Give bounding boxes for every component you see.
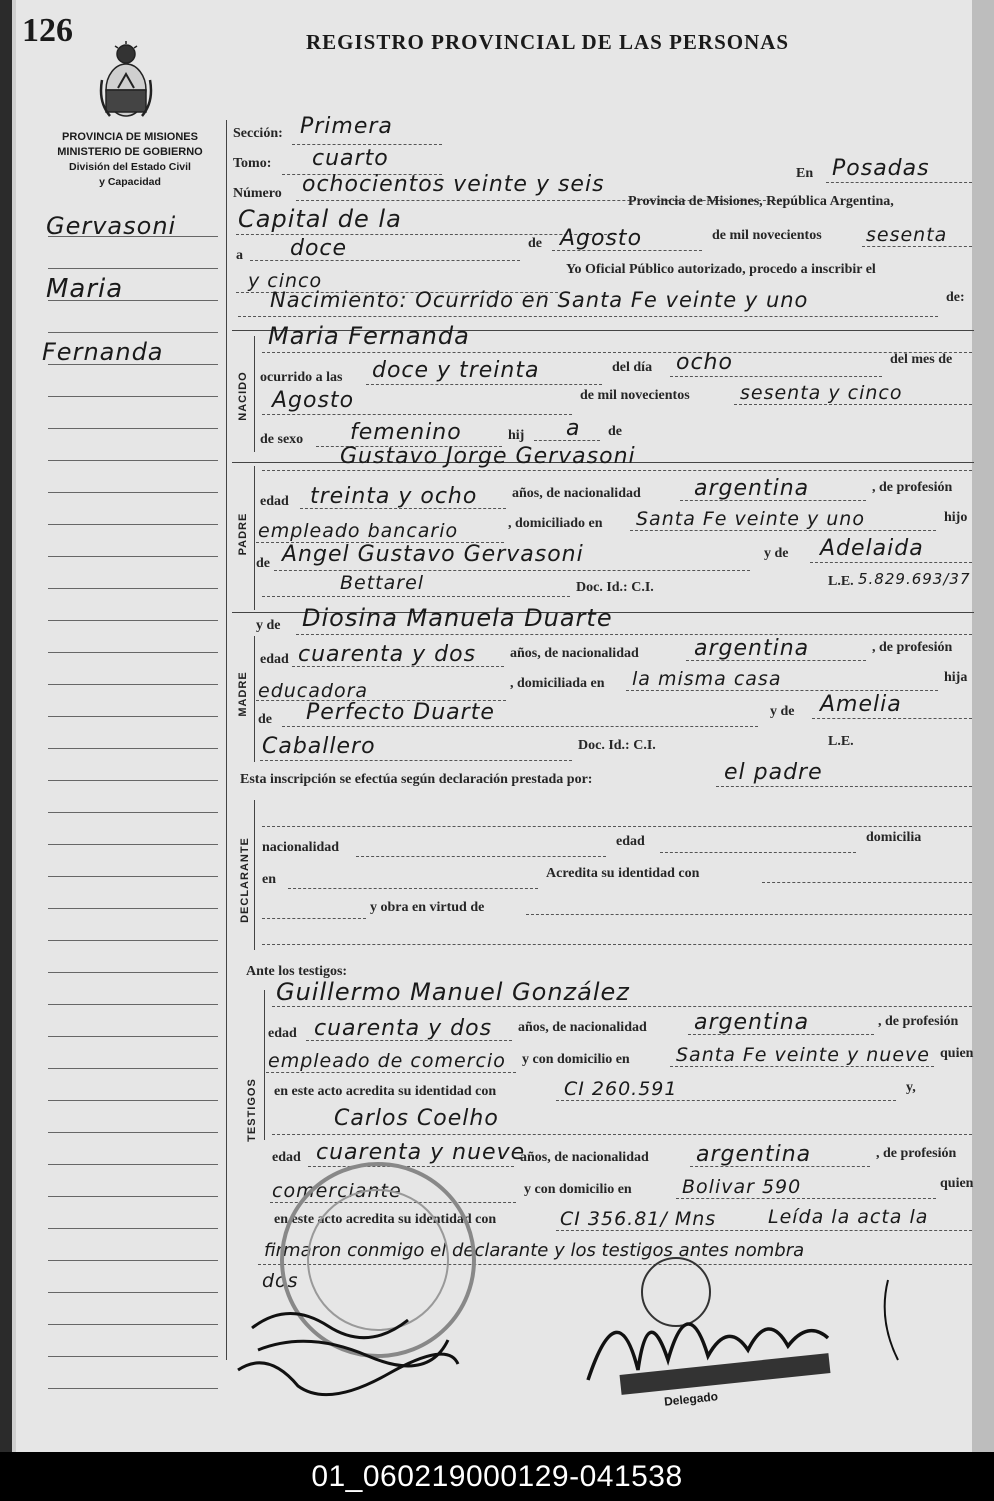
nacido-de-label: de <box>608 424 622 439</box>
padre-madre-de: Adelaida <box>820 536 924 561</box>
rule <box>688 1034 874 1035</box>
binding-edge-highlight <box>12 0 16 1452</box>
madre-nac-value: argentina <box>694 636 810 661</box>
declarante-en-label: en <box>262 872 276 887</box>
madre-y-de-label: y de <box>256 618 281 633</box>
padre-prof-value: empleado bancario <box>258 520 459 542</box>
rule <box>810 562 972 563</box>
margin-surname: Gervasoni <box>46 212 177 240</box>
rule <box>366 384 602 385</box>
mes-label: del mes de <box>890 352 953 367</box>
seccion-label: Sección: <box>233 126 283 141</box>
madre-le-label: L.E. <box>828 734 854 749</box>
margin-rule <box>48 236 218 237</box>
tomo-value: cuarto <box>312 146 389 171</box>
testigo1-nac-label: años, de nacionalidad <box>518 1020 647 1035</box>
numero-value: ochocientos veinte y seis <box>302 172 605 197</box>
rule <box>262 918 366 919</box>
rule <box>534 440 600 441</box>
testigo1-dom-value: Santa Fe veinte y nueve <box>676 1044 930 1066</box>
rule <box>262 596 570 597</box>
column-divider <box>226 120 227 1360</box>
yo-text: Yo Oficial Público autorizado, procedo a inscribir el <box>566 262 876 277</box>
margin-rule <box>48 748 218 749</box>
nacido-mil-label: de mil novecientos <box>580 388 690 403</box>
madre-dom-label: , domiciliada en <box>510 676 605 691</box>
rule <box>630 530 936 531</box>
declaracion-value: el padre <box>724 760 823 785</box>
testigo2-prof-value: comerciante <box>272 1180 402 1202</box>
mil-text: de mil novecientos <box>712 228 822 243</box>
firma-end: dos <box>262 1270 299 1292</box>
authority-block <box>42 130 218 190</box>
rule <box>296 634 972 635</box>
section-bracket <box>254 466 255 610</box>
margin-rule <box>48 300 218 301</box>
madre-dom-value: la misma casa <box>632 668 782 690</box>
testigos-label: TESTIGOS <box>246 1078 258 1142</box>
testigo1-edad-label: edad <box>268 1026 297 1041</box>
margin-rule <box>48 844 218 845</box>
a-label: a <box>236 248 243 263</box>
anio-value-1: sesenta <box>866 224 948 246</box>
rule <box>262 352 972 353</box>
margin-rule <box>48 1196 218 1197</box>
margin-rule <box>48 876 218 877</box>
testigo1-prof-value: empleado de comercio <box>268 1050 506 1072</box>
testigo1-nac-value: argentina <box>694 1010 810 1035</box>
stamp-text: Delegado <box>663 1389 719 1409</box>
rule <box>238 316 938 317</box>
file-id-caption: 01_060219000129-041538 <box>0 1452 994 1501</box>
rule <box>262 470 972 471</box>
rule <box>826 182 972 183</box>
padre-nac-value: argentina <box>694 476 810 501</box>
padre-prof-label: , de profesión <box>872 480 953 495</box>
madre-madre-de-2: Caballero <box>262 734 376 759</box>
margin-rule <box>48 1388 218 1389</box>
margin-rule <box>48 556 218 557</box>
acto-value: Nacimiento: Ocurrido en Santa Fe veinte y uno <box>270 288 809 312</box>
madre-y-de-label-2: y de <box>770 704 795 719</box>
declarante-edad-label: edad <box>616 834 645 849</box>
binding-edge <box>0 0 12 1452</box>
section-bracket <box>254 636 255 762</box>
padre-de-label: de <box>256 556 270 571</box>
testigo2-nac-label: años, de nacionalidad <box>520 1150 649 1165</box>
rule <box>300 508 506 509</box>
hora-value: doce y treinta <box>372 358 540 383</box>
margin-rule <box>48 1324 218 1325</box>
margin-rule <box>48 1068 218 1069</box>
margin-rule <box>48 428 218 429</box>
hij-label: hij <box>508 428 525 443</box>
rule <box>288 888 538 889</box>
de-end: de: <box>946 290 965 305</box>
provincia-text: Provincia de Misiones, República Argentina, <box>628 194 894 209</box>
testigo1-id-value: CI 260.591 <box>564 1078 678 1100</box>
madre-padre-de: Perfecto Duarte <box>306 700 495 725</box>
nacido-anio-value: sesenta y cinco <box>740 382 903 404</box>
nacido-label: NACIDO <box>237 371 249 421</box>
rule <box>356 856 606 857</box>
margin-rule <box>48 940 218 941</box>
margin-first-name: Maria <box>46 274 124 304</box>
authority-province: PROVINCIA DE MISIONES <box>62 131 198 143</box>
rule <box>260 760 572 761</box>
seccion-value: Primera <box>300 114 393 139</box>
rule <box>262 826 972 827</box>
rule <box>250 260 520 261</box>
margin-rule <box>48 812 218 813</box>
margin-rule <box>48 396 218 397</box>
declarante-virtud-label: y obra en virtud de <box>370 900 485 915</box>
madre-de-label: de <box>258 712 272 727</box>
padre-doc-label: Doc. Id.: C.I. <box>576 580 654 595</box>
margin-rule <box>48 1036 218 1037</box>
rule <box>262 414 572 415</box>
padre-edad-label: edad <box>260 494 289 509</box>
margin-rule <box>48 908 218 909</box>
margin-rule <box>48 524 218 525</box>
ocurrido-label: ocurrido a las <box>260 370 343 385</box>
margin-rule <box>48 268 218 269</box>
hij-value: a <box>566 416 581 441</box>
section-bracket <box>254 800 255 950</box>
padre-le-label: L.E. <box>828 574 854 589</box>
numero-label: Número <box>233 186 282 201</box>
leida-value: Leída la acta la <box>768 1206 929 1228</box>
testigo1-dom-label: y con domicilio en <box>522 1052 630 1067</box>
margin-rule <box>48 684 218 685</box>
rule <box>734 404 972 405</box>
padre-dom-label: , domiciliado en <box>508 516 603 531</box>
testigo2-dom-label: y con domicilio en <box>524 1182 632 1197</box>
margin-rule <box>48 972 218 973</box>
capital-value: Capital de la <box>238 205 402 233</box>
madre-prof-value: educadora <box>258 680 369 702</box>
testigo2-prof-label: , de profesión <box>876 1146 957 1161</box>
page-number: 126 <box>22 12 73 49</box>
rule <box>272 1006 972 1007</box>
margin-rule <box>48 1260 218 1261</box>
dia-label: del día <box>612 360 653 375</box>
margin-rule <box>48 780 218 781</box>
dia-value: ocho <box>676 350 733 375</box>
firma-text: firmaron conmigo el declarante y los testigos antes nombra <box>264 1240 805 1261</box>
rule <box>266 1072 516 1073</box>
margin-rule <box>48 1292 218 1293</box>
anio-value-2: y cinco <box>248 270 323 292</box>
madre-nac-label: años, de nacionalidad <box>510 646 639 661</box>
rule <box>556 1100 896 1101</box>
padre-nombre: Gustavo Jorge Gervasoni <box>340 444 636 469</box>
testigo1-prof-label: , de profesión <box>878 1014 959 1029</box>
sexo-label: de sexo <box>260 432 304 447</box>
testigo1-quien-label: quien <box>940 1046 974 1061</box>
madre-nombre: Diosina Manuela Duarte <box>302 604 613 632</box>
madre-hija-label: hija <box>944 670 968 685</box>
margin-rule <box>48 716 218 717</box>
rule <box>552 250 702 251</box>
testigo1-y-label: y, <box>906 1080 916 1095</box>
padre-hijo-label: hijo <box>944 510 968 525</box>
page-title: REGISTRO PROVINCIAL DE LAS PERSONAS <box>306 30 790 54</box>
mes-value: Agosto <box>560 226 643 251</box>
madre-madre-de: Amelia <box>820 692 902 717</box>
rule <box>306 1040 512 1041</box>
rule <box>716 786 972 787</box>
margin-rule <box>48 460 218 461</box>
right-edge <box>972 0 994 1452</box>
margin-rule <box>48 1356 218 1357</box>
madre-edad-label: edad <box>260 652 289 667</box>
testigo2-nombre: Carlos Coelho <box>334 1106 499 1131</box>
padre-nac-label: años, de nacionalidad <box>512 486 641 501</box>
witness-signature <box>238 1354 458 1395</box>
testigo2-edad-value: cuarenta y nueve <box>316 1140 526 1165</box>
margin-rule <box>48 492 218 493</box>
declarante-acredita-label: Acredita su identidad con <box>546 866 700 881</box>
testigo2-dom-value: Bolivar 590 <box>682 1176 802 1198</box>
padre-le-value: 5.829.693/37 <box>858 570 971 588</box>
margin-rule <box>48 1004 218 1005</box>
a-value: doce <box>290 236 348 261</box>
testigo2-acredita-label: en este acto acredita su identidad con <box>274 1212 497 1227</box>
section-bracket <box>254 336 255 452</box>
rule <box>526 914 972 915</box>
rule <box>686 660 866 661</box>
testigo2-edad-label: edad <box>272 1150 301 1165</box>
margin-rule <box>48 1164 218 1165</box>
rule <box>262 944 972 945</box>
margin-rule <box>48 1228 218 1229</box>
sexo-value: femenino <box>350 420 462 445</box>
testigo1-nombre: Guillermo Manuel González <box>276 978 630 1006</box>
ante-testigos-label: Ante los testigos: <box>246 964 348 979</box>
rule <box>292 666 504 667</box>
declarante-nac-label: nacionalidad <box>262 840 340 855</box>
signatures-and-seals <box>228 1150 928 1420</box>
section-bracket <box>264 990 265 1140</box>
padre-y-de-label: y de <box>764 546 789 561</box>
margin-rule <box>48 332 218 333</box>
en-label: En <box>796 166 814 181</box>
margin-rule <box>48 588 218 589</box>
declaracion-text: Esta inscripción se efectúa según declaración prestada por: <box>240 772 593 787</box>
authority-ministry: MINISTERIO DE GOBIERNO <box>57 146 203 158</box>
rule <box>272 1134 972 1135</box>
testigo1-edad-value: cuarenta y dos <box>314 1016 493 1041</box>
round-seal-icon <box>282 1164 474 1356</box>
madre-prof-label: , de profesión <box>872 640 953 655</box>
tomo-label: Tomo: <box>233 156 272 171</box>
authority-capacity: y Capacidad <box>99 176 161 188</box>
testigo2-quien-label: quien <box>940 1176 974 1191</box>
declarante-dom-label: domicilia <box>866 830 922 845</box>
rule <box>626 690 938 691</box>
rule <box>680 500 866 501</box>
margin-rule <box>48 364 218 365</box>
testigo2-id-value: CI 356.81/ Mns <box>560 1208 717 1230</box>
margin-rule <box>48 652 218 653</box>
testigo1-acredita-label: en este acto acredita su identidad con <box>274 1084 497 1099</box>
testigo2-nac-value: argentina <box>696 1142 812 1167</box>
en-value: Posadas <box>832 156 930 181</box>
official-name-stamp <box>620 1353 831 1395</box>
rule <box>670 376 882 377</box>
margin-rule <box>48 620 218 621</box>
declarante-label: DECLARANTE <box>239 837 251 923</box>
rule <box>670 1066 934 1067</box>
margin-rule <box>48 1100 218 1101</box>
de-label: de <box>528 236 542 251</box>
rule <box>812 718 972 719</box>
padre-madre-de-2: Bettarel <box>340 572 425 594</box>
rule <box>660 852 856 853</box>
madre-label: MADRE <box>237 671 249 717</box>
rule <box>282 726 758 727</box>
authority-division: División del Estado Civil <box>69 161 191 173</box>
margin-rule <box>48 1132 218 1133</box>
madre-edad-value: cuarenta y dos <box>298 642 477 667</box>
padre-edad-value: treinta y ocho <box>310 484 478 509</box>
nacido-mes-value: Agosto <box>272 388 355 413</box>
margin-second-name: Fernanda <box>42 338 164 366</box>
padre-padre-de: Angel Gustavo Gervasoni <box>282 542 584 567</box>
rule <box>762 882 972 883</box>
coat-of-arms-icon <box>96 40 156 122</box>
rule <box>292 144 442 145</box>
nacido-nombre: Maria Fernanda <box>268 322 470 350</box>
rule <box>274 570 750 571</box>
padre-dom-value: Santa Fe veinte y uno <box>636 508 865 530</box>
small-circle-stamp <box>642 1258 710 1326</box>
rule <box>862 246 972 247</box>
madre-doc-label: Doc. Id.: C.I. <box>578 738 656 753</box>
padre-label: PADRE <box>237 512 249 556</box>
